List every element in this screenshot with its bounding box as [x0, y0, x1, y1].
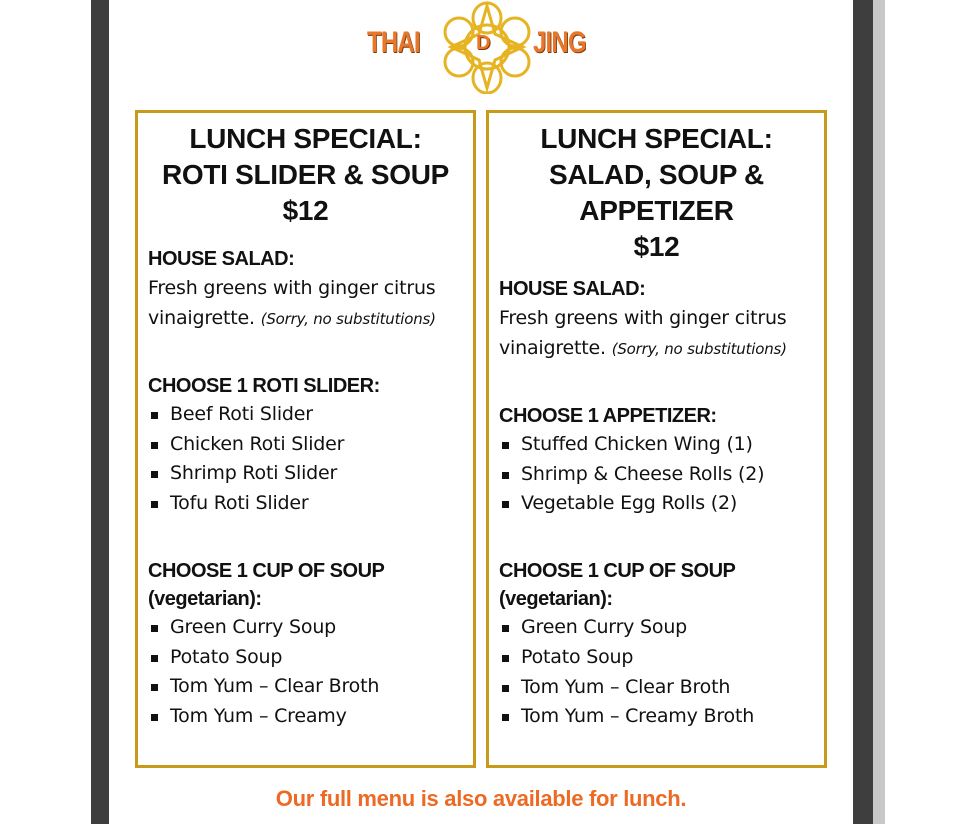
- soup-head-line-1: CHOOSE 1 CUP OF SOUP: [499, 560, 736, 583]
- list-item: Potato Soup: [499, 643, 824, 673]
- menu-page: [109, 0, 853, 824]
- section-heading: HOUSE SALAD:: [148, 248, 295, 270]
- salad-description: [499, 303, 824, 364]
- price: $12: [633, 231, 680, 262]
- list-item: Tom Yum – Clear Broth: [499, 673, 824, 703]
- section-heading: [148, 557, 473, 613]
- viewer-frame-left: [91, 0, 109, 824]
- title-line-1: LUNCH SPECIAL:: [540, 123, 773, 154]
- list-item: Tom Yum – Clear Broth: [148, 672, 473, 702]
- logo-text-jing: JING: [533, 26, 586, 59]
- list-item: Tom Yum – Creamy Broth: [499, 702, 824, 732]
- list-item: Potato Soup: [148, 643, 473, 673]
- roti-slider-list: [148, 400, 473, 519]
- soup-list: [148, 613, 473, 732]
- soup-head-line-1: CHOOSE 1 CUP OF SOUP: [148, 559, 385, 582]
- list-item: Green Curry Soup: [148, 613, 473, 643]
- list-item: Beef Roti Slider: [148, 400, 473, 430]
- title-line-1: LUNCH SPECIAL:: [189, 123, 422, 154]
- list-item: Shrimp & Cheese Rolls (2): [499, 460, 824, 490]
- soup-head-line-2: (vegetarian):: [148, 587, 262, 610]
- soup-section: [499, 557, 824, 732]
- appetizer-section: [499, 402, 824, 519]
- list-item: Stuffed Chicken Wing (1): [499, 430, 824, 460]
- lunch-special-roti-box: [135, 110, 476, 768]
- price: $12: [282, 195, 329, 226]
- list-item: Tofu Roti Slider: [148, 489, 473, 519]
- list-item: Shrimp Roti Slider: [148, 459, 473, 489]
- logo-text-d: D: [476, 32, 491, 54]
- roti-slider-section: [148, 372, 473, 519]
- appetizer-list: [499, 430, 824, 519]
- section-heading: [499, 557, 824, 613]
- list-item: Green Curry Soup: [499, 613, 824, 643]
- viewer-scroll-gutter: [873, 0, 885, 824]
- soup-head-line-2: (vegetarian):: [499, 588, 613, 611]
- thai-d-jing-logo: [367, 0, 603, 94]
- logo-text-thai: THAI: [367, 26, 420, 59]
- salad-note: (Sorry, no substitutions): [611, 340, 787, 358]
- box-title: [495, 121, 818, 265]
- section-heading: HOUSE SALAD:: [499, 278, 646, 300]
- title-line-2: SALAD, SOUP &: [549, 159, 764, 190]
- viewer-frame-right: [853, 0, 873, 824]
- list-item: Tom Yum – Creamy: [148, 702, 473, 732]
- salad-desc-text: Fresh greens with ginger citrus vinaigrette.: [499, 307, 787, 359]
- list-item: Chicken Roti Slider: [148, 430, 473, 460]
- salad-note: (Sorry, no substitutions): [260, 310, 436, 328]
- salad-desc-text: Fresh greens with ginger citrus vinaigrette.: [148, 277, 436, 329]
- box-title: [144, 121, 467, 229]
- soup-section: [148, 557, 473, 732]
- section-heading: CHOOSE 1 APPETIZER:: [499, 405, 717, 427]
- soup-list: [499, 613, 824, 732]
- section-heading: CHOOSE 1 ROTI SLIDER:: [148, 375, 380, 397]
- salad-description: [148, 273, 473, 334]
- title-line-2: ROTI SLIDER & SOUP: [161, 159, 450, 190]
- house-salad-section: [499, 275, 824, 364]
- lunch-special-appetizer-box: [486, 110, 827, 768]
- list-item: Vegetable Egg Rolls (2): [499, 489, 824, 519]
- house-salad-section: [148, 245, 473, 334]
- full-menu-note: Our full menu is also available for lunch.: [275, 786, 687, 811]
- title-line-3: APPETIZER: [579, 195, 734, 226]
